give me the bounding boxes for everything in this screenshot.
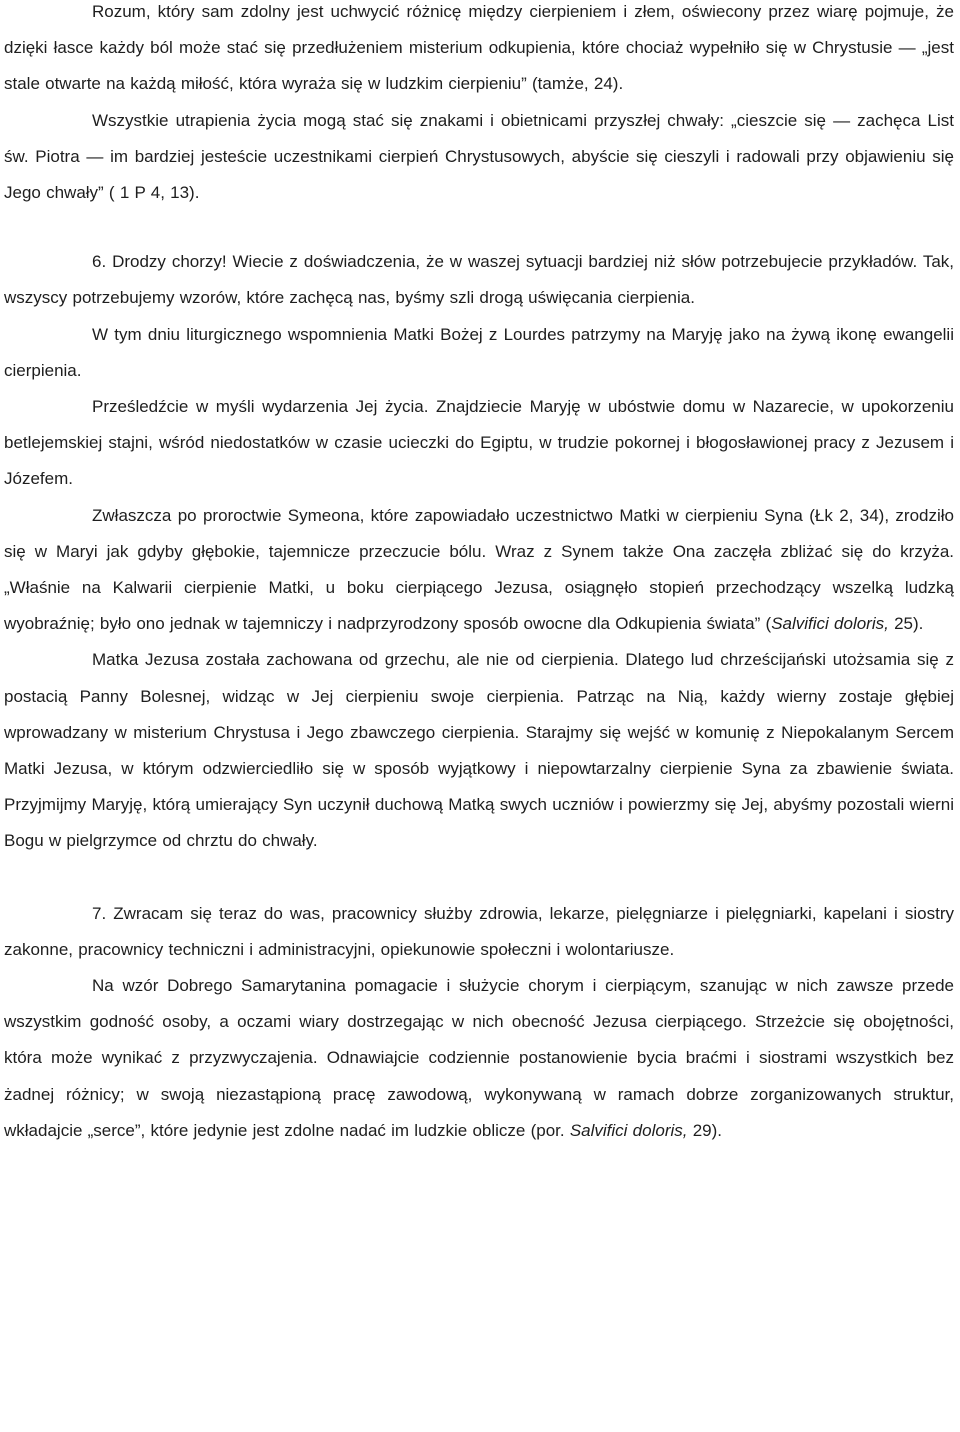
paragraph-text: Na wzór Dobrego Samarytanina pomagacie i służycie chorym i cierpiącym, szanując w nich zawsze przede wszystkim godność osoby, a oczami wiary dostrzegając w nich obecność Jezusa cierpiącego. Strzeżcie się obojętności, która może wynikać z przyzwyczajenia. Odnawiajcie codziennie postanowienie bycia braćmi i siostrami wszystkich bez żadnej różnicy; w swoją niezastąpioną pracę zawodową, wykonywaną w ramach dobrze zorganizowanych struktur, wkładajcie „serce”, które jedynie jest zdolne nadać im ludzkie oblicze (por. — [4, 976, 954, 1140]
paragraph-1 — [4, 0, 954, 103]
paragraph-text: Prześledźcie w myśli wydarzenia Jej życia. Znajdziecie Maryję w ubóstwie domu w Nazarecie, w upokorzeniu betlejemskiej stajni, wśród niedostatków w czasie ucieczki do Egiptu, w trudzie pokornej i błogosławionej pracy z Jezusem i Józefem. — [4, 397, 954, 489]
paragraph-2 — [4, 103, 954, 212]
paragraph-8 — [4, 896, 954, 968]
paragraph-9 — [4, 968, 954, 1149]
paragraph-text: Zwłaszcza po proroctwie Symeona, które zapowiadało uczestnictwo Matki w cierpieniu Syna (Łk 2, 34), zrodziło się w Maryi jak gdyby głębokie, tajemnicze przeczucie bólu. Wraz z Synem także Ona zaczęła zbliżać się do krzyża. „Właśnie na Kalwarii cierpienie Matki, u boku cierpiącego Jezusa, osiągnęło stopień przechodzący wszelką ludzką wyobraźnię; było ono jednak w tajemniczy i nadprzyrodzony sposób owocne dla Odkupienia świata” ( — [4, 505, 954, 634]
paragraph-3 — [4, 244, 954, 316]
paragraph-text: 6. Drodzy chorzy! Wiecie z doświadczenia, że w waszej sytuacji bardziej niż słów potrzebujecie przykładów. Tak, wszyscy potrzebujemy wzorów, które zachęcą nas, byśmy szli drogą uświęcania cierpienia. — [4, 252, 954, 308]
paragraph-text: 29). — [687, 1120, 723, 1140]
paragraph-4 — [4, 317, 954, 389]
paragraph-6 — [4, 498, 954, 643]
paragraph-text: 25). — [888, 614, 924, 634]
paragraph-5 — [4, 389, 954, 498]
paragraph-text: W tym dniu liturgicznego wspomnienia Matki Bożej z Lourdes patrzymy na Maryję jako na żywą ikonę ewangelii cierpienia. — [4, 324, 954, 380]
citation-title: Salvifici doloris, — [771, 614, 889, 634]
paragraph-text: Rozum, który sam zdolny jest uchwycić różnicę między cierpieniem i złem, oświecony przez wiarę pojmuje, że dzięki łasce każdy ból może stać się przedłużeniem misterium odkupienia, które chociaż wypełniło się w Chrystusie — „jest stale otwarte na każdą miłość, która wyraża się w ludzkim cierpieniu” (tamże, 24). — [4, 2, 954, 94]
paragraph-text: 7. Zwracam się teraz do was, pracownicy służby zdrowia, lekarze, pielęgniarze i pielęgniarki, kapelani i siostry zakonne, pracownicy techniczni i administracyjni, opiekunowie społeczni i wolontariusze. — [4, 903, 954, 959]
paragraph-text: Wszystkie utrapienia życia mogą stać się znakami i obietnicami przyszłej chwały: „cieszcie się — zachęca List św. Piotra — im bardziej jesteście uczestnikami cierpień Chrystusowych, abyście się cieszyli i radowali przy objawieniu się Jego chwały” ( 1 P 4, 13). — [4, 110, 954, 203]
paragraph-7 — [4, 642, 954, 859]
paragraph-text: Matka Jezusa została zachowana od grzechu, ale nie od cierpienia. Dlatego lud chrześcijański utożsamia się z postacią Panny Bolesnej, widząc w Jej cierpieniu swoje cierpienia. Patrząc na Nią, każdy wierny zostaje głębiej wprowadzany w misterium Chrystusa i Jego zbawczego cierpienia. Starajmy się wejść w komunię z Niepokalanym Sercem Matki Jezusa, w którym odzwierciedliło się w sposób wyjątkowy i niepowtarzalny cierpienie Syna za zbawienie świata. Przyjmijmy Maryję, którą umierający Syn uczynił duchową Matką swych uczniów i powierzmy się Jej, abyśmy pozostali wierni Bogu w pielgrzymce od chrztu do chwały. — [4, 650, 954, 851]
citation-title: Salvifici doloris, — [569, 1120, 688, 1140]
